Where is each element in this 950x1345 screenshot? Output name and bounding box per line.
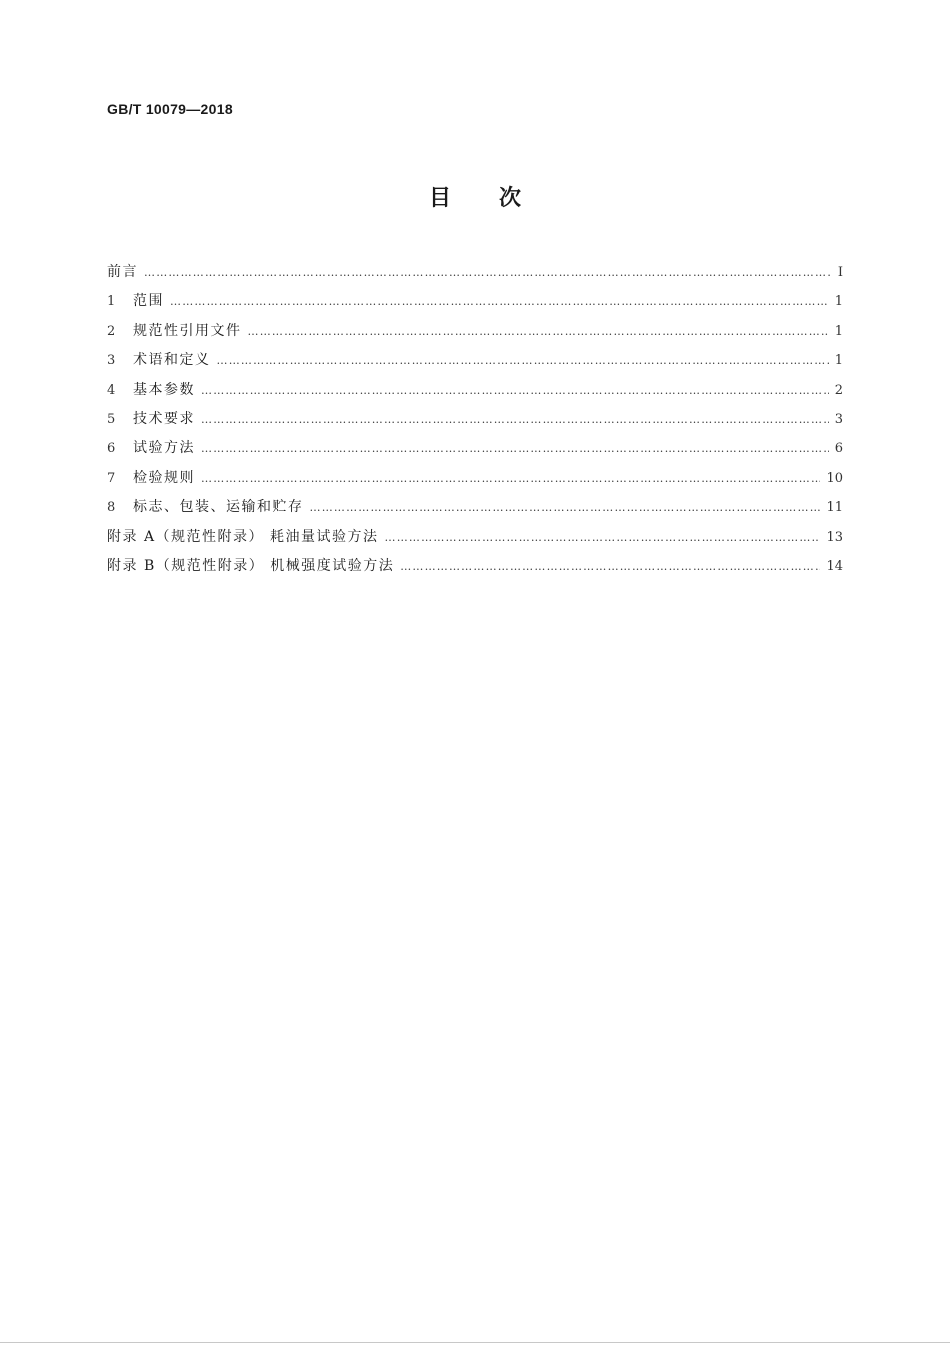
toc-entry-page: 11 — [826, 500, 843, 516]
toc-entry[interactable] — [107, 523, 843, 552]
toc-entry-page: 6 — [834, 441, 843, 457]
toc-entry-number: 6 — [107, 441, 116, 457]
toc-entry-number: 4 — [107, 382, 116, 398]
toc-leader-dots — [248, 317, 829, 346]
toc-entry[interactable] — [107, 464, 843, 493]
toc-entry[interactable] — [107, 376, 843, 405]
toc-entry-number: 3 — [107, 353, 116, 369]
toc-entry-label: 术语和定义 — [133, 352, 211, 369]
toc-entry-label: 标志、包装、运输和贮存 — [133, 499, 304, 516]
toc-entry[interactable] — [107, 346, 843, 375]
page-edge-divider — [0, 1342, 950, 1343]
toc-leader-dots — [201, 405, 829, 434]
toc-entry-page: 3 — [834, 411, 843, 427]
toc-entry-page: 1 — [834, 353, 843, 369]
toc-entry-page: 2 — [834, 382, 843, 398]
toc-leader-dots — [400, 552, 820, 581]
toc-entry-page: Ⅰ — [837, 265, 843, 280]
toc-leader-dots — [385, 523, 821, 552]
toc-entry-label: 试验方法 — [133, 440, 195, 457]
toc-entry-label: 前言 — [107, 264, 138, 280]
toc-entry-page: 10 — [826, 470, 843, 486]
toc-leader-dots — [310, 493, 821, 522]
toc-title: 目次 — [428, 186, 569, 211]
toc-entry[interactable] — [107, 552, 843, 581]
toc-entry[interactable] — [107, 405, 843, 434]
standard-code: GB/T 10079—2018 — [107, 101, 233, 117]
toc-entry-page: 14 — [826, 558, 843, 574]
toc-entry-label: 规范性引用文件 — [133, 322, 242, 339]
toc-entry-number: 8 — [107, 500, 116, 516]
toc-entry-page: 1 — [834, 323, 843, 339]
toc-entry[interactable] — [107, 287, 843, 316]
toc-entry-page: 1 — [834, 294, 843, 310]
toc-entry-label: 范围 — [133, 293, 164, 310]
toc-entry-number: 5 — [107, 411, 116, 427]
toc-entry[interactable] — [107, 317, 843, 346]
toc-leader-dots — [144, 258, 832, 287]
toc-leader-dots — [201, 464, 820, 493]
toc-entry-label: 基本参数 — [133, 381, 195, 398]
toc-leader-dots — [201, 376, 829, 405]
toc-entry[interactable] — [107, 258, 843, 287]
toc-entry-page: 13 — [826, 529, 843, 545]
table-of-contents — [107, 258, 843, 581]
toc-entry-number: 7 — [107, 470, 116, 486]
toc-entry-label: 附录 A（规范性附录） 耗油量试验方法 — [107, 528, 379, 545]
toc-entry[interactable] — [107, 493, 843, 522]
toc-entry-label: 附录 B（规范性附录） 机械强度试验方法 — [107, 557, 395, 574]
toc-entry-number: 1 — [107, 294, 116, 310]
toc-leader-dots — [170, 287, 829, 316]
toc-entry-label: 技术要求 — [133, 410, 195, 427]
toc-entry-number: 2 — [107, 323, 116, 339]
toc-entry-label: 检验规则 — [133, 469, 195, 486]
toc-entry[interactable] — [107, 434, 843, 463]
toc-leader-dots — [217, 346, 829, 375]
toc-leader-dots — [201, 434, 829, 463]
